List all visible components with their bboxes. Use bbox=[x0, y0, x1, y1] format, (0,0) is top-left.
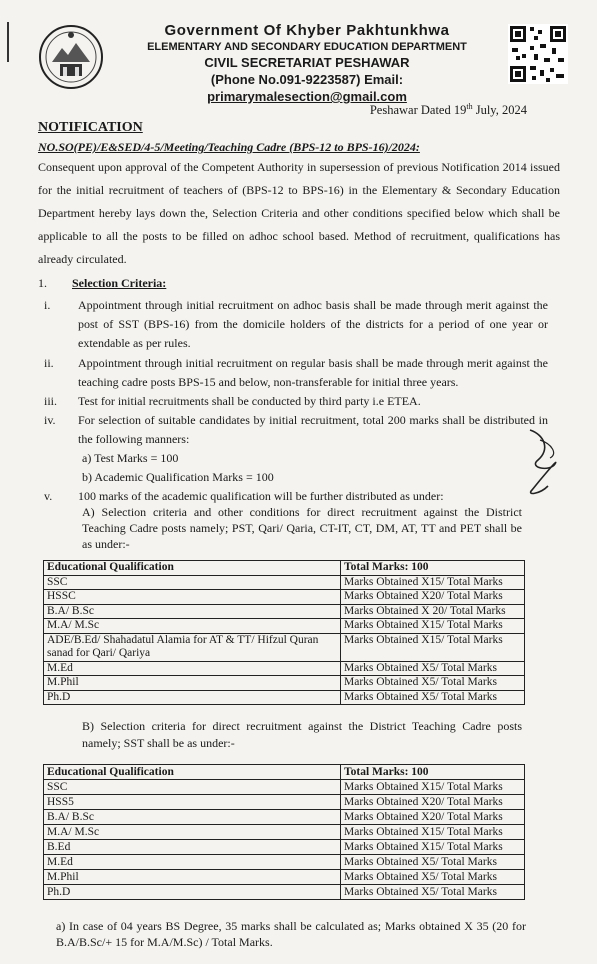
table-row: M.A/ M.Sc Marks Obtained X15/ Total Marks bbox=[44, 619, 525, 634]
table-row: M.Phil Marks Obtained X5/ Total Marks bbox=[44, 676, 525, 691]
qr-code-icon bbox=[508, 24, 568, 84]
email-link[interactable]: primarymalesection@gmail.com bbox=[207, 89, 407, 104]
test-marks: a) Test Marks = 100 bbox=[82, 451, 179, 465]
phone-text: (Phone No.091-9223587) Email: bbox=[210, 72, 404, 87]
table-row: B.A/ B.Sc Marks Obtained X 20/ Total Marks bbox=[44, 604, 525, 619]
table-row: HSSC Marks Obtained X20/ Total Marks bbox=[44, 590, 525, 605]
table-header-row bbox=[44, 765, 525, 780]
date-line: Peshawar Dated 19th July, 2024 bbox=[369, 102, 527, 118]
government-name: Government Of Khyber Pakhtunkhwa bbox=[164, 22, 450, 39]
academic-marks: b) Academic Qualification Marks = 100 bbox=[82, 470, 274, 484]
qualification-table-a bbox=[43, 560, 525, 705]
kp-government-seal-icon bbox=[38, 24, 104, 90]
footnote: a) In case of 04 years BS Degree, 35 marks shall be calculated as; Marks obtained X 35 (20 for B.A/B.Sc/+ 15 for M.A/M.Sc) / Total Marks. bbox=[56, 919, 526, 949]
table-row: B.A/ B.Sc Marks Obtained X20/ Total Marks bbox=[44, 810, 525, 825]
table-row: M.Phil Marks Obtained X5/ Total Marks bbox=[44, 870, 525, 885]
table-row: M.Ed Marks Obtained X5/ Total Marks bbox=[44, 661, 525, 676]
column-header: Total Marks: 100 bbox=[341, 561, 525, 576]
column-header: Educational Qualification bbox=[44, 561, 341, 576]
notification-reference: NO.SO(PE)/E&SED/4-5/Meeting/Teaching Cadre (BPS-12 to BPS-16)/2024: bbox=[38, 140, 420, 154]
contact-line bbox=[112, 71, 502, 105]
column-header: Educational Qualification bbox=[44, 765, 341, 780]
table-row: B.Ed Marks Obtained X15/ Total Marks bbox=[44, 840, 525, 855]
department-name: ELEMENTARY AND SECONDARY EDUCATION DEPARTMENT bbox=[147, 41, 467, 53]
table-row: ADE/B.Ed/ Shahadatul Alamia for AT & TT/ Hifzul Quran sanad for Qari/ Qariya Marks Obtained X15/ Total Marks bbox=[44, 633, 525, 661]
signature-icon bbox=[510, 420, 570, 500]
notification-title: NOTIFICATION bbox=[38, 120, 143, 135]
page-edge-line bbox=[7, 22, 9, 62]
table-row: M.Ed Marks Obtained X5/ Total Marks bbox=[44, 855, 525, 870]
table-row: HSS5 Marks Obtained X20/ Total Marks bbox=[44, 795, 525, 810]
table-header-row bbox=[44, 561, 525, 576]
letterhead bbox=[112, 22, 502, 105]
intro-paragraph: Consequent upon approval of the Competent Authority in supersession of previous Notification 2014 issued for the initial recruitment of teachers of (BPS-12 to BPS-16) in the Elementary & Secondary Education Department hereby lays down the, Selection Criteria and other conditions specified below which shall be applicable to all the posts to be filled on adhoc school based. Method of recruitment, qualifications has already circulated. bbox=[38, 160, 560, 266]
table-row: M.A/ M.Sc Marks Obtained X15/ Total Marks bbox=[44, 825, 525, 840]
sub-criteria-b: B) Selection criteria for direct recruitment against the District Teaching Cadre posts namely; SST shall be as under:- bbox=[82, 719, 522, 750]
table-row: Ph.D Marks Obtained X5/ Total Marks bbox=[44, 690, 525, 705]
secretariat-name: CIVIL SECRETARIAT PESHAWAR bbox=[204, 55, 410, 70]
notification-page: Government Of Khyber Pakhtunkhwa ELEMENTARY AND SECONDARY EDUCATION DEPARTMENT CIVIL SECRETARIAT PESHAWAR (Phone No.091-9223587) Email: primarymalesection@gmail.com Peshawar Dated 19th July, 2024 NOTIFICATION NO.SO(PE)/E&SED/4-5/Meeting/Teaching Cadre (BPS-12 to BPS-16)/2024: Consequent upon approval of the Competent Authority in supersession of previous Notification 2014 issued for the initial recruitment of teachers of (BPS-12 to BPS-16) in the Elementary & Secondary Education Department hereby lays down the, Selection Criteria and other conditions specified below which shall be applicable to all the posts to be filled on adhoc school based. Method of recruitment, qualifications has already circulated. 1. Selection Criteria: i. Appointment through initial recruitment on adhoc basis shall be made through merit against the post of SST (BPS-16) from the domicile holders of the districts for a period of one year or extendable as per rules. ii. Appointment through initial recruitment on regular basis shall be made through merit against the teaching cadre posts BPS-15 and below, non-transferable for initial three years. iii. Test for initial recruitments shall be conducted by third party i.e ETEA. iv. For selection of suitable candidates by initial recruitment, total 200 marks shall be distributed in the following manners: a) Test Marks = 100 b) Academic Qualification Marks = 100 v. 100 marks of the academic qualification will be further distributed as under: A) Selection criteria and other conditions for direct recruitment against the District Teaching Cadre posts namely; PST, Qari/ Qaria, CT-IT, CT, DM, AT, TT and PET shall be as under:- Educational Qualification Total Marks: 100 SSC Marks Obtained X15/ Total Marks HSSC Marks Obtained X20/ Total Marks B.A/ B.Sc Marks Obtained X 20/ Total Marks M.A/ M.Sc Marks Obtained X15/ Total Marks ADE/B.Ed/ Shahadatul Alamia for AT & TT/ Hifzul Quran sanad for Qari/ Qariya Marks Obtained X15/ Total Marks M.Ed Marks Obtained X5/ Total Marks M.Phil Marks Obtained X5/ Total Marks Ph.D Marks Obtained X5/ Total Marks B) Selection criteria for direct recruitment against the District Teaching Cadre posts namely; SST shall be as under:- Educational Qualification Total Marks: 100 SSC Marks Obtained X15/ Total Marks HSS5 Marks Obtained X20/ Total Marks B.A/ B.Sc Marks Obtained X20/ Total Marks M.A/ M.Sc Marks Obtained X15/ Total Marks B.Ed Marks Obtained X15/ Total Marks M.Ed Marks Obtained X5/ Total Marks M.Phil Marks Obtained X5/ Total Marks Ph.D Marks Obtained X5/ Total Marks a) In case of 04 years BS Degree, 35 marks shall be calculated as; Marks obtained X 35 (20 for B.A/B.Sc/+ 15 for M.A/M.Sc) / Total Marks. bbox=[0, 0, 597, 964]
table-row: Ph.D Marks Obtained X5/ Total Marks bbox=[44, 885, 525, 900]
table-row: SSC Marks Obtained X15/ Total Marks bbox=[44, 780, 525, 795]
qualification-table-b bbox=[43, 764, 525, 900]
sub-criteria-a: A) Selection criteria and other conditions for direct recruitment against the District Teaching Cadre posts namely; PST, Qari/ Qaria, CT-IT, CT, DM, AT, TT and PET shall be as under:- bbox=[82, 505, 522, 551]
section-heading: 1. Selection Criteria: bbox=[38, 276, 167, 290]
column-header: Total Marks: 100 bbox=[341, 765, 525, 780]
table-row: SSC Marks Obtained X15/ Total Marks bbox=[44, 575, 525, 590]
